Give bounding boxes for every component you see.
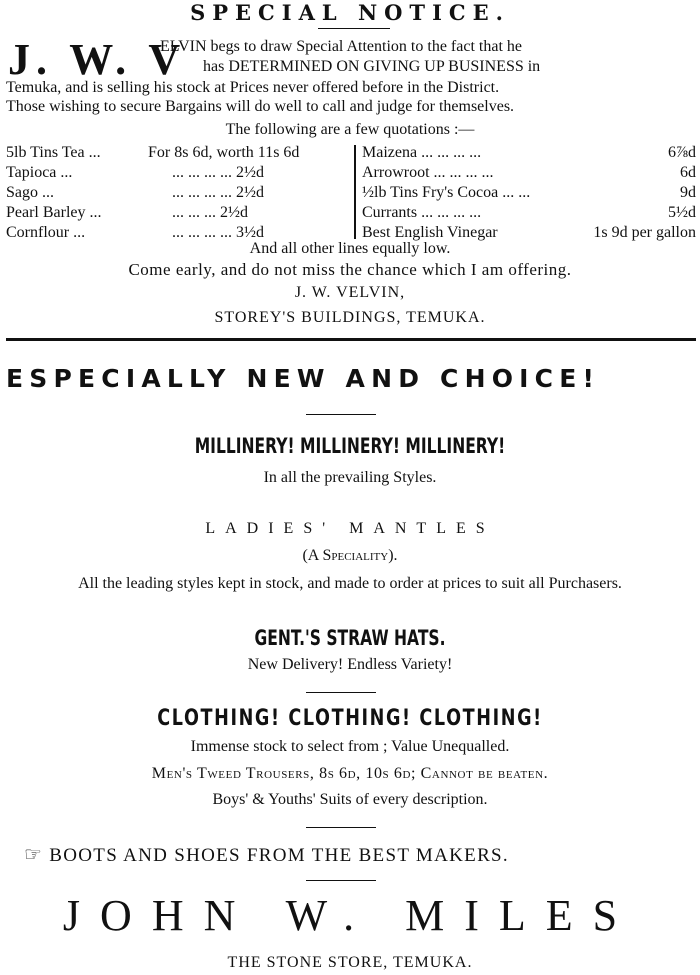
notice-signer: J. W. VELVIN, (294, 284, 406, 301)
straw-hats-subline: New Delivery! Endless Variety! (247, 656, 453, 673)
pointing-hand-icon: ☞ (24, 844, 44, 866)
advert-headline: ESPECIALLY NEW AND CHOICE! (6, 364, 601, 393)
price-item-right: Currants ... ... ... ... (362, 204, 482, 221)
price-item-left: Sago ... (6, 184, 54, 201)
notice-address: STOREY'S BUILDINGS, TEMUKA. (214, 309, 486, 326)
price-value-right: 9d (680, 184, 696, 201)
speciality-note: (A Speciality). (302, 547, 398, 564)
section-divider (6, 338, 696, 341)
clothing-stock-line: Immense stock to select from ; Value Unequalled. (190, 738, 510, 755)
millinery-subline: In all the prevailing Styles. (263, 469, 437, 486)
boys-suits-line: Boys' & Youths' Suits of every description. (212, 791, 488, 808)
price-item-left: Pearl Barley ... (6, 204, 102, 221)
store-address: THE STONE STORE, TEMUKA. (227, 954, 473, 971)
notice-paragraph-line-3: Temuka, and is selling his stock at Prices never offered before in the District. (6, 79, 500, 96)
price-item-left: Cornflour ... (6, 224, 86, 241)
price-item-left: 5lb Tins Tea ... (6, 144, 101, 161)
price-value-left: For 8s 6d, worth 11s 6d (148, 144, 300, 161)
short-rule (306, 827, 376, 828)
price-item-right: Arrowroot ... ... ... ... (362, 164, 494, 181)
quotations-intro: The following are a few quotations :— (225, 121, 475, 138)
price-value-right: 5½d (668, 204, 696, 221)
clothing-heading: CLOTHING! CLOTHING! CLOTHING! (157, 706, 543, 731)
price-value-left: ... ... ... ... 2½d (172, 164, 264, 181)
notice-paragraph-line-4: Those wishing to secure Bargains will do well to call and judge for themselves. (6, 98, 515, 115)
tweed-trousers-line: Men's Tweed Trousers, 8s 6d, 10s 6d; Cannot be beaten. (151, 765, 549, 782)
dropcap-initials: J. W. V (8, 35, 187, 84)
mantles-heading: LADIES' MANTLES (205, 520, 495, 537)
short-rule (306, 692, 376, 693)
price-value-left: ... ... ... ... 3½d (172, 224, 264, 241)
merchant-name: JOHN W. MILES (62, 891, 638, 940)
boots-line (24, 842, 509, 867)
price-value-left: ... ... ... ... 2½d (172, 184, 264, 201)
leading-styles-line: All the leading styles kept in stock, and made to order at prices to suit all Purchasers. (78, 575, 622, 592)
price-value-right: 6d (680, 164, 696, 181)
price-value-right: 6⅞d (668, 144, 696, 161)
price-value-right: 1s 9d per gallon (593, 224, 696, 241)
notice-title: SPECIAL NOTICE. (190, 0, 510, 25)
short-rule (306, 880, 376, 881)
price-item-right: Best English Vinegar (362, 224, 498, 241)
millinery-heading: MILLINERY! MILLINERY! MILLINERY! (194, 434, 506, 458)
price-column-divider (354, 145, 356, 239)
price-item-right: ½lb Tins Fry's Cocoa ... ... (362, 184, 531, 201)
come-early-line: Come early, and do not miss the chance which I am offering. (128, 260, 572, 279)
notice-paragraph-line-1: ELVIN begs to draw Special Attention to the fact that he (160, 38, 522, 55)
other-lines-note: And all other lines equally low. (249, 240, 451, 257)
boots-text: BOOTS AND SHOES FROM THE BEST MAKERS. (49, 845, 509, 866)
notice-paragraph-line-2: has DETERMINED ON GIVING UP BUSINESS in (203, 58, 541, 75)
price-item-right: Maizena ... ... ... ... (362, 144, 482, 161)
price-item-left: Tapioca ... (6, 164, 73, 181)
price-value-left: ... ... ... 2½d (172, 204, 248, 221)
straw-hats-heading: GENT.'S STRAW HATS. (254, 626, 446, 650)
short-rule (306, 414, 376, 415)
title-rule (318, 28, 390, 29)
